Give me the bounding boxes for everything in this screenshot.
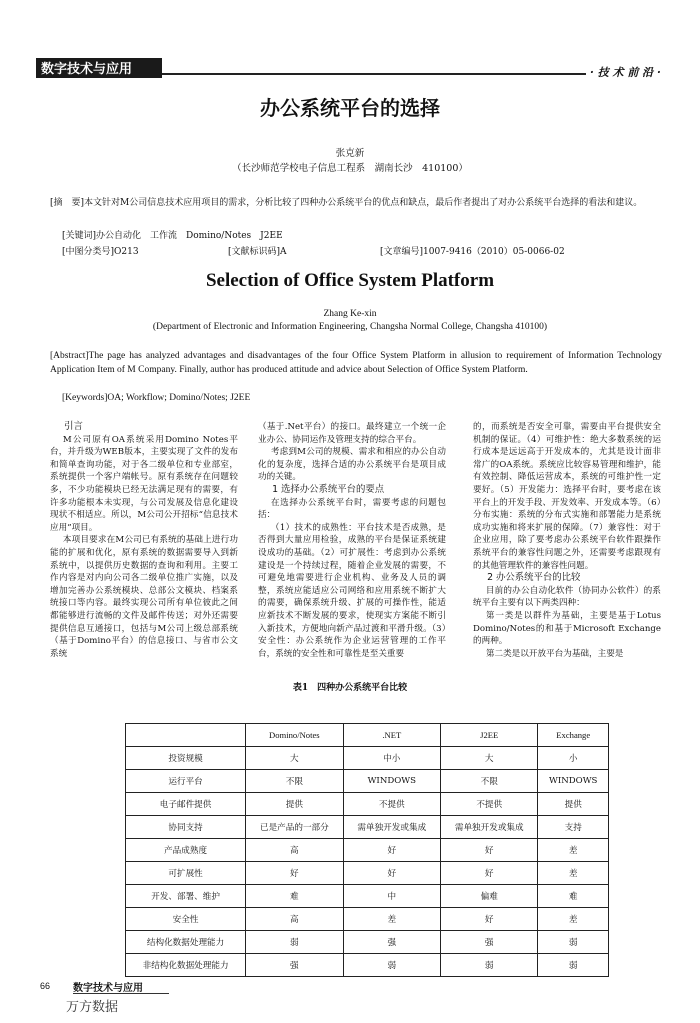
table-cell: 好 (441, 839, 538, 862)
column-label: · 技 术 前 沿 · (590, 66, 661, 79)
paragraph: 第二类是以开放平台为基础，主要是 (485, 648, 624, 659)
article-number: [文章编号]1007-9416（2010）05-0066-02 (380, 247, 565, 257)
watermark: 万方数据 (66, 1000, 119, 1015)
table-cell: 差 (538, 862, 609, 885)
table-header-cell: Domino/Notes (246, 724, 343, 747)
table-cell: 差 (343, 908, 440, 931)
table-cell: 大 (441, 747, 538, 770)
paragraph: （1）技术的成熟性：平台技术是否成熟，是否得到大量应用检验，成熟的平台是保证系统建设成功的基础。（2）可扩展性：考虑到办公系统建设是一个持续过程，随着企业发展的需要，不可避免地需要进行企业机构、业务及人员的调整，系统应能适应公司网络和应用系统不断扩大的需要，确保系统升级、扩展的可操作性，能适应新技术不断发展的要求，使现实方案能不断引入新技术，方便地向新产品过渡和平滑升级。（3）安全性：办公系统作为企业运营管理的工作平台，系统的安全性和可靠性是至关重要 (258, 522, 446, 659)
affiliation-en: (Department of Electronic and Information Engineering, Changsha Normal College, Changsha 410100) (152, 322, 548, 332)
header-rule (162, 73, 586, 75)
table-caption: 表1 四种办公系统平台比较 (292, 683, 408, 693)
table-cell: WINDOWS (343, 770, 440, 793)
footer-journal: 数字技术与应用 (73, 983, 143, 994)
table-row (126, 931, 609, 954)
table-cell: 需单独开发或集成 (441, 816, 538, 839)
paragraph: 在选择办公系统平台时，需要考虑的问题包括： (258, 497, 446, 521)
table-cell: 小 (538, 747, 609, 770)
section-label-bar (36, 58, 162, 78)
author-cn: 张克新 (335, 148, 365, 159)
table-header-cell: .NET (343, 724, 440, 747)
table-cell: 弱 (246, 931, 343, 954)
table-cell: 好 (441, 862, 538, 885)
table-cell: 可扩展性 (126, 862, 246, 885)
body-column-2 (258, 421, 446, 660)
section-heading: 引言 (64, 421, 83, 432)
table-cell: 不提供 (441, 793, 538, 816)
document-code: [文献标识码]A (228, 247, 287, 257)
table-row (126, 885, 609, 908)
table-cell: 弱 (343, 954, 440, 977)
body-column-3 (473, 421, 661, 660)
table-cell: 安全性 (126, 908, 246, 931)
table-cell: 电子邮件提供 (126, 793, 246, 816)
table-cell: 强 (246, 954, 343, 977)
table-row (126, 770, 609, 793)
table-header-cell: J2EE (441, 724, 538, 747)
keywords-en: [Keywords]OA; Workflow; Domino/Notes; J2EE (62, 393, 251, 403)
table-cell: 不限 (246, 770, 343, 793)
table-cell: 协同支持 (126, 816, 246, 839)
table-cell: 难 (246, 885, 343, 908)
table-cell: 投资规模 (126, 747, 246, 770)
table-cell: 高 (246, 908, 343, 931)
paragraph: （基于.Net平台）的接口。最终建立一个统一企业办公、协同运作及管理支持的综合平台。 (258, 422, 446, 445)
paragraph: 第一类是以群件为基础，主要是基于Lotus Domino/Notes的和基于Microsoft Exchange的两种。 (473, 610, 661, 647)
table-cell: 已是产品的一部分 (246, 816, 343, 839)
table-row (126, 747, 609, 770)
table-cell: 好 (441, 908, 538, 931)
footer-rule (73, 993, 169, 994)
table-cell: 好 (246, 862, 343, 885)
author-en: Zhang Ke-xin (323, 309, 377, 319)
page-number: 66 (40, 981, 51, 991)
table-cell: 提供 (538, 793, 609, 816)
table-cell: 不限 (441, 770, 538, 793)
abstract-en: [Abstract]The page has analyzed advantages and disadvantages of the four Office System Platform in allusion to requirement of Information Technology Application Item of M Company. Finally, author has produced attitude and advice about Selection of Office System Platform. (50, 351, 662, 375)
table-cell: 高 (246, 839, 343, 862)
table-cell: 不提供 (343, 793, 440, 816)
table-row (126, 793, 609, 816)
table-cell: 大 (246, 747, 343, 770)
title-cn: 办公系统平台的选择 (260, 96, 440, 120)
table-cell: 弱 (538, 954, 609, 977)
table-cell: 差 (538, 908, 609, 931)
table-cell: 弱 (538, 931, 609, 954)
clc-number: [中图分类号]O213 (62, 247, 139, 257)
table-row (126, 954, 609, 977)
affiliation-cn: （长沙师范学校电子信息工程系 湖南长沙 410100） (232, 163, 468, 174)
table-cell: 弱 (441, 954, 538, 977)
comparison-table (125, 723, 609, 977)
table-cell: 运行平台 (126, 770, 246, 793)
table-cell: 难 (538, 885, 609, 908)
table-cell: 结构化数据处理能力 (126, 931, 246, 954)
keywords-cn: [关键词]办公自动化 工作流 Domino/Notes J2EE (62, 231, 283, 241)
table-cell: 偏难 (441, 885, 538, 908)
paragraph: M公司原有OA系统采用Domino Notes平台，并升级为WEB版本，主要实现了文件的发布和简单查询功能，对于各二级单位和专业部室，系统提供一个客户端帐号。原有系统存在问题较多，不少功能模块已经无法满足现有的需要，有许多功能根本未实现，与公司发展及信息化建设现状不相适应。所以，M公司公开招标“信息技术应用”项目。 (50, 434, 238, 533)
table-row (126, 908, 609, 931)
table-cell: 好 (343, 839, 440, 862)
table-cell: 强 (343, 931, 440, 954)
table-cell: 支持 (538, 816, 609, 839)
title-en: Selection of Office System Platform (205, 270, 495, 291)
table-row (126, 839, 609, 862)
table-cell: 非结构化数据处理能力 (126, 954, 246, 977)
body-column-1 (50, 421, 238, 660)
table-row (126, 816, 609, 839)
table-cell: 强 (441, 931, 538, 954)
table-cell: 差 (538, 839, 609, 862)
paragraph: 考虑到M公司的规模、需求和相应的办公自动化的复杂度，选择合适的办公系统平台是项目成功的关键。 (258, 447, 446, 483)
table-cell: 需单独开发或集成 (343, 816, 440, 839)
table-cell: WINDOWS (538, 770, 609, 793)
table-header-cell: Exchange (538, 724, 609, 747)
abstract-cn: [摘 要]本文针对M公司信息技术应用项目的需求，分析比较了四种办公系统平台的优点和缺点，最后作者提出了对办公系统平台选择的看法和建议。 (50, 198, 643, 208)
paragraph: 目前的办公自动化软件（协同办公软件）的系统平台主要有以下两类四种： (473, 585, 661, 609)
table-row (126, 862, 609, 885)
paragraph: 的，而系统是否安全可靠，需要由平台提供安全机制的保证。（4）可维护性：绝大多数系统的运行成本是远远高于开发成本的，尤其是设计面非常广的OA系统。系统应比较容易管理和维护，能有效控制、降低运营成本，系统的可维护性一定要好。（5）开发能力：选择平台时，要考虑在该平台上的开发手段、开发效率、开发成本等。（6）分布实施：系统的分布式实施和部署能力是系统成功实施和将来扩展的保障。（7）兼容性：对于企业应用，除了要考虑办公系统平台软件跟操作系统平台的兼容性问题之外，还需要考虑跟现有的其他管理软件的兼容性问题。 (473, 422, 661, 571)
table-cell: 开发、部署、维护 (126, 885, 246, 908)
table-cell: 产品成熟度 (126, 839, 246, 862)
section-label: 数字技术与应用 (41, 62, 133, 77)
table-cell: 提供 (246, 793, 343, 816)
paragraph: 本项目要求在M公司已有系统的基础上进行功能的扩展和优化，原有系统的数据需要导入到新系统中，以提供历史数据的查询和利用。主要工作内容是对内向公司各二级单位推广实施，以及增加完善办公系统模块、总部公文模块、档案系统接口等内容。最终实现公司所有单位彼此之间都能够进行流畅的文件及邮件传送；对外还需要提供信息互通接口，包括与M公司上级总部系统（基于Domino平台）的信息接口、与省市公文系统 (50, 535, 238, 659)
table-header-row (126, 724, 609, 747)
section-heading: 1 选择办公系统平台的要点 (272, 483, 385, 495)
table-cell: 中小 (343, 747, 440, 770)
section-heading: 2 办公系统平台的比较 (487, 572, 581, 584)
table-header-cell (126, 724, 246, 747)
table-cell: 中 (343, 885, 440, 908)
table-cell: 好 (343, 862, 440, 885)
